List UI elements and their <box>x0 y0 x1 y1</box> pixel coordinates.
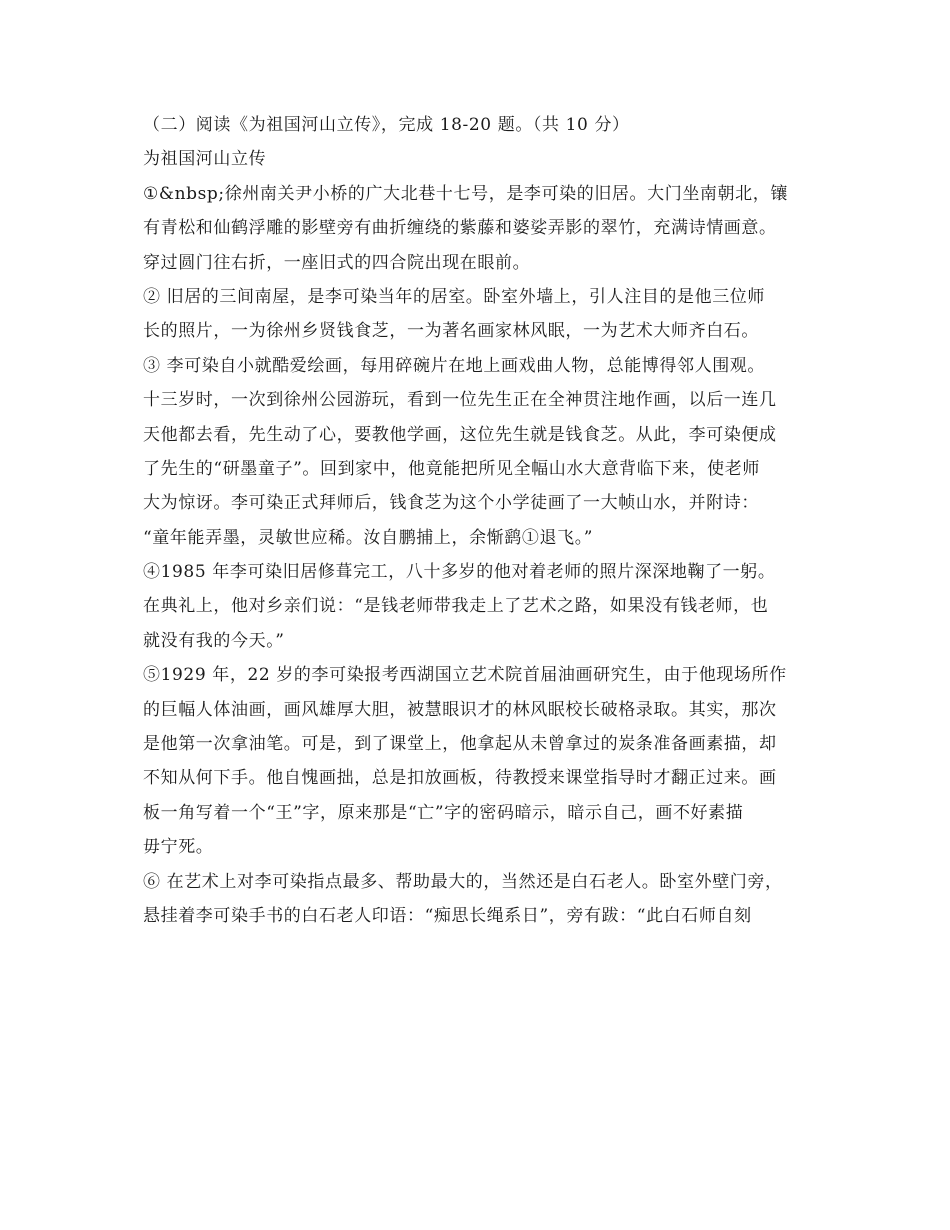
paragraph-line: ② 旧居的三间南屋，是李可染当年的居室。卧室外墙上，引人注目的是他三位师 <box>143 286 766 307</box>
section-heading: （二）阅读《为祖国河山立传》，完成 18-20 题。（共 10 分） <box>143 115 630 135</box>
paragraph-line: 大为惊讶。李可染正式拜师后，钱食芝为这个小学徒画了一大帧山水，并附诗： <box>143 493 759 514</box>
paragraph-line: 悬挂着李可染手书的白石老人印语：“痴思长绳系日”，旁有跋：“此白石师自刻 <box>143 905 752 926</box>
paragraph-line: 在典礼上，他对乡亲们说：“是钱老师带我走上了艺术之路，如果没有钱老师，也 <box>143 596 769 617</box>
paragraph-line: “童年能弄墨，灵敏世应稀。汝自鹏捕上，余惭鹞①退飞。” <box>143 527 594 548</box>
paragraph-line: ③ 李可染自小就酷爱绘画，每用碎碗片在地上画戏曲人物，总能博得邻人围观。 <box>143 355 766 376</box>
paragraph-line: 是他第一次拿油笔。可是，到了课堂上，他拿起从未曾拿过的炭条准备画素描，却 <box>143 734 777 755</box>
paragraph-line: 的巨幅人体油画，画风雄厚大胆，被慧眼识才的林风眠校长破格录取。其实，那次 <box>143 699 777 720</box>
paragraph-line: 有青松和仙鹤浮雕的影壁旁有曲折缠绕的紫藤和婆娑弄影的翠竹，充满诗情画意。 <box>143 218 777 239</box>
paragraph-line: ④1985 年李可染旧居修葺完工，八十多岁的他对着老师的照片深深地鞠了一躬。 <box>143 562 776 583</box>
paragraph-line: ⑤1929 年，22 岁的李可染报考西湖国立艺术院首届油画研究生，由于他现场所作 <box>143 665 787 686</box>
paragraph-line: ①&nbsp;徐州南关尹小桥的广大北巷十七号，是李可染的旧居。大门坐南朝北，镶 <box>143 183 788 204</box>
paragraph-line: ⑥ 在艺术上对李可染指点最多、帮助最大的，当然还是白石老人。卧室外壁门旁， <box>143 871 783 892</box>
paragraph-line: 天他都去看，先生动了心，要教他学画，这位先生就是钱食芝。从此，李可染便成 <box>143 424 777 445</box>
paragraph-line: 不知从何下手。他自愧画拙，总是扣放画板，待教授来课堂指导时才翻正过来。画 <box>143 768 777 789</box>
document-page <box>143 108 815 933</box>
paragraph-line: 十三岁时，一次到徐州公园游玩，看到一位先生正在全神贯注地作画，以后一连几 <box>143 390 777 411</box>
article-title: 为祖国河山立传 <box>143 149 267 170</box>
paragraph-line: 穿过圆门往右折，一座旧式的四合院出现在眼前。 <box>143 252 531 273</box>
paragraph-line: 就没有我的今天。” <box>143 630 285 651</box>
paragraph-line: 毋宁死。 <box>143 837 214 858</box>
paragraph-line: 长的照片，一为徐州乡贤钱食芝，一为著名画家林风眠，一为艺术大师齐白石。 <box>143 321 759 342</box>
paragraph-line: 板一角写着一个“王”字，原来那是“亡”字的密码暗示，暗示自己，画不好素描 <box>143 802 744 823</box>
paragraph-line: 了先生的“研墨童子”。回到家中，他竟能把所见全幅山水大意背临下来，使老师 <box>143 458 760 479</box>
